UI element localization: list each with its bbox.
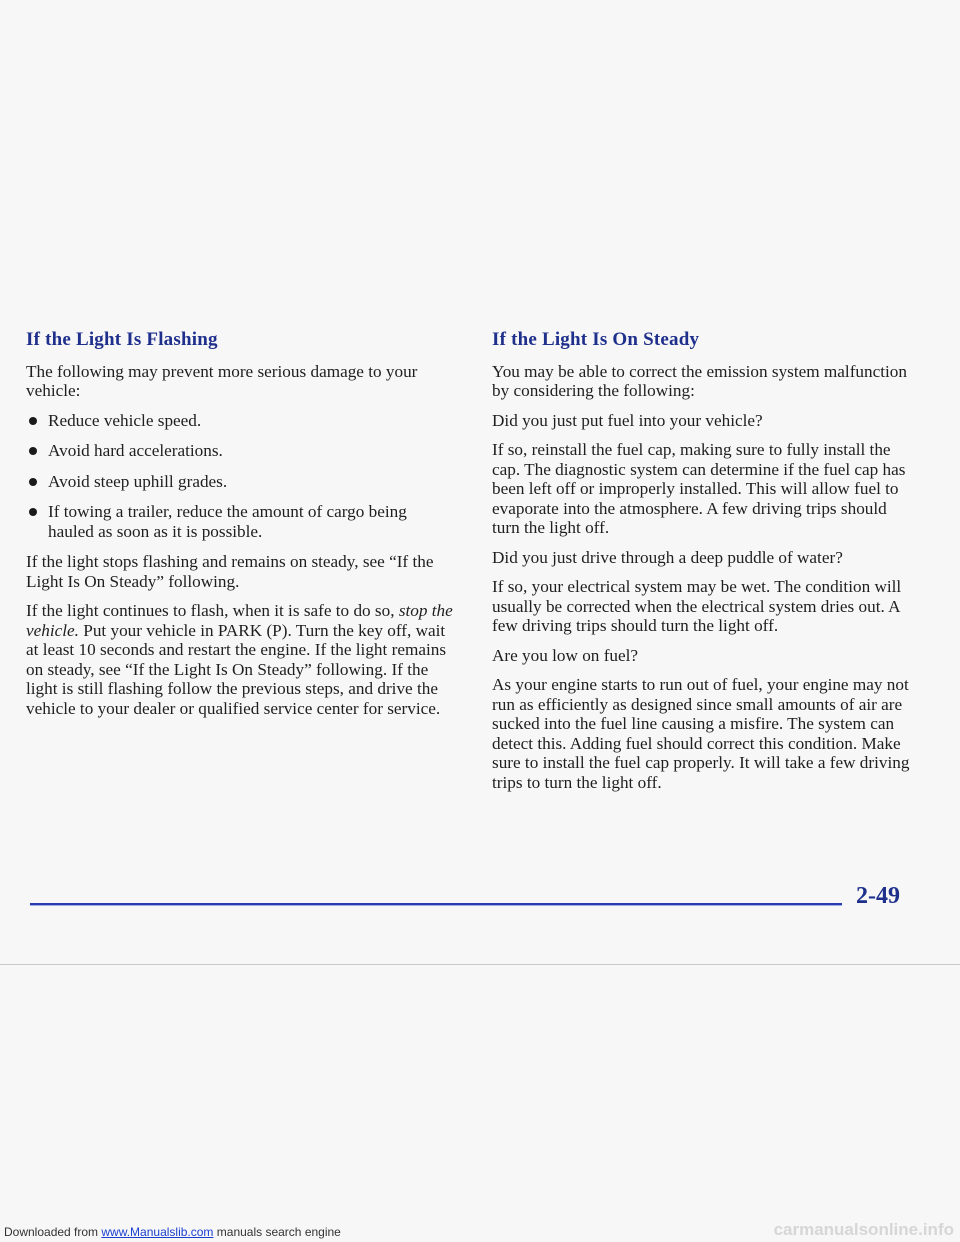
section-heading-steady: If the Light Is On Steady <box>492 329 700 350</box>
right-column <box>492 330 912 802</box>
section-heading-flashing: If the Light Is Flashing <box>26 329 218 350</box>
question-paragraph: Did you just drive through a deep puddle of water? <box>492 547 843 567</box>
bullet-icon <box>29 508 37 516</box>
question-paragraph: Are you low on fuel? <box>492 645 639 665</box>
divider <box>0 964 960 965</box>
bullet-list <box>26 411 456 542</box>
bullet-item: Avoid hard accelerations. <box>26 441 456 461</box>
bullet-item: Reduce vehicle speed. <box>26 411 456 431</box>
watermark: carmanualsonline.info <box>773 1220 954 1239</box>
page-number: 2-49 <box>856 883 900 909</box>
paragraph: As your engine starts to run out of fuel, your engine may not run as efficiently as designed since small amounts of air are sucked into the fuel line causing a misfire. The system can detect this. Adding fuel should correct this condition. Make sure to install the fuel cap properly. It will take a few driving trips to turn the light off. <box>492 675 910 792</box>
bullet-item: If towing a trailer, reduce the amount of cargo being hauled as soon as it is possible. <box>26 502 456 541</box>
paragraph: If so, reinstall the fuel cap, making sure to fully install the cap. The diagnostic system can determine if the fuel cap has been left off or improperly installed. This will allow fuel to evaporate into the atmosphere. A few driving trips should turn the light off. <box>492 440 906 537</box>
bullet-icon <box>29 478 37 486</box>
paragraph: You may be able to correct the emission system malfunction by considering the following: <box>492 361 907 400</box>
bullet-icon <box>29 417 37 425</box>
bullet-item: Avoid steep uphill grades. <box>26 472 456 492</box>
question-paragraph: Did you just put fuel into your vehicle? <box>492 410 763 430</box>
page-rule <box>30 903 842 906</box>
manualslib-link[interactable]: www.Manualslib.com <box>101 1225 214 1239</box>
continue-flash-paragraph: If the light continues to flash, when it is safe to do so, stop the vehicle. Put your vehicle in PARK (P). Turn the key off, wait at least 10 seconds and restart the engine. If the light remains on steady, see “If the Light Is On Steady” following. If the light is still flashing follow the previous steps, and drive the vehicle to your dealer or qualified service center for service. <box>26 601 453 718</box>
download-footer: Downloaded from www.Manualslib.com manuals search engine <box>4 1225 341 1239</box>
left-column <box>26 330 456 728</box>
bullet-icon <box>29 447 37 455</box>
steady-reference-paragraph: If the light stops flashing and remains on steady, see “If the Light Is On Steady” following. <box>26 552 434 591</box>
paragraph: If so, your electrical system may be wet. The condition will usually be corrected when the electrical system dries out. A few driving trips should turn the light off. <box>492 577 902 635</box>
intro-paragraph: The following may prevent more serious damage to your vehicle: <box>26 361 418 400</box>
emphasis-text: stop the vehicle. <box>26 601 453 640</box>
